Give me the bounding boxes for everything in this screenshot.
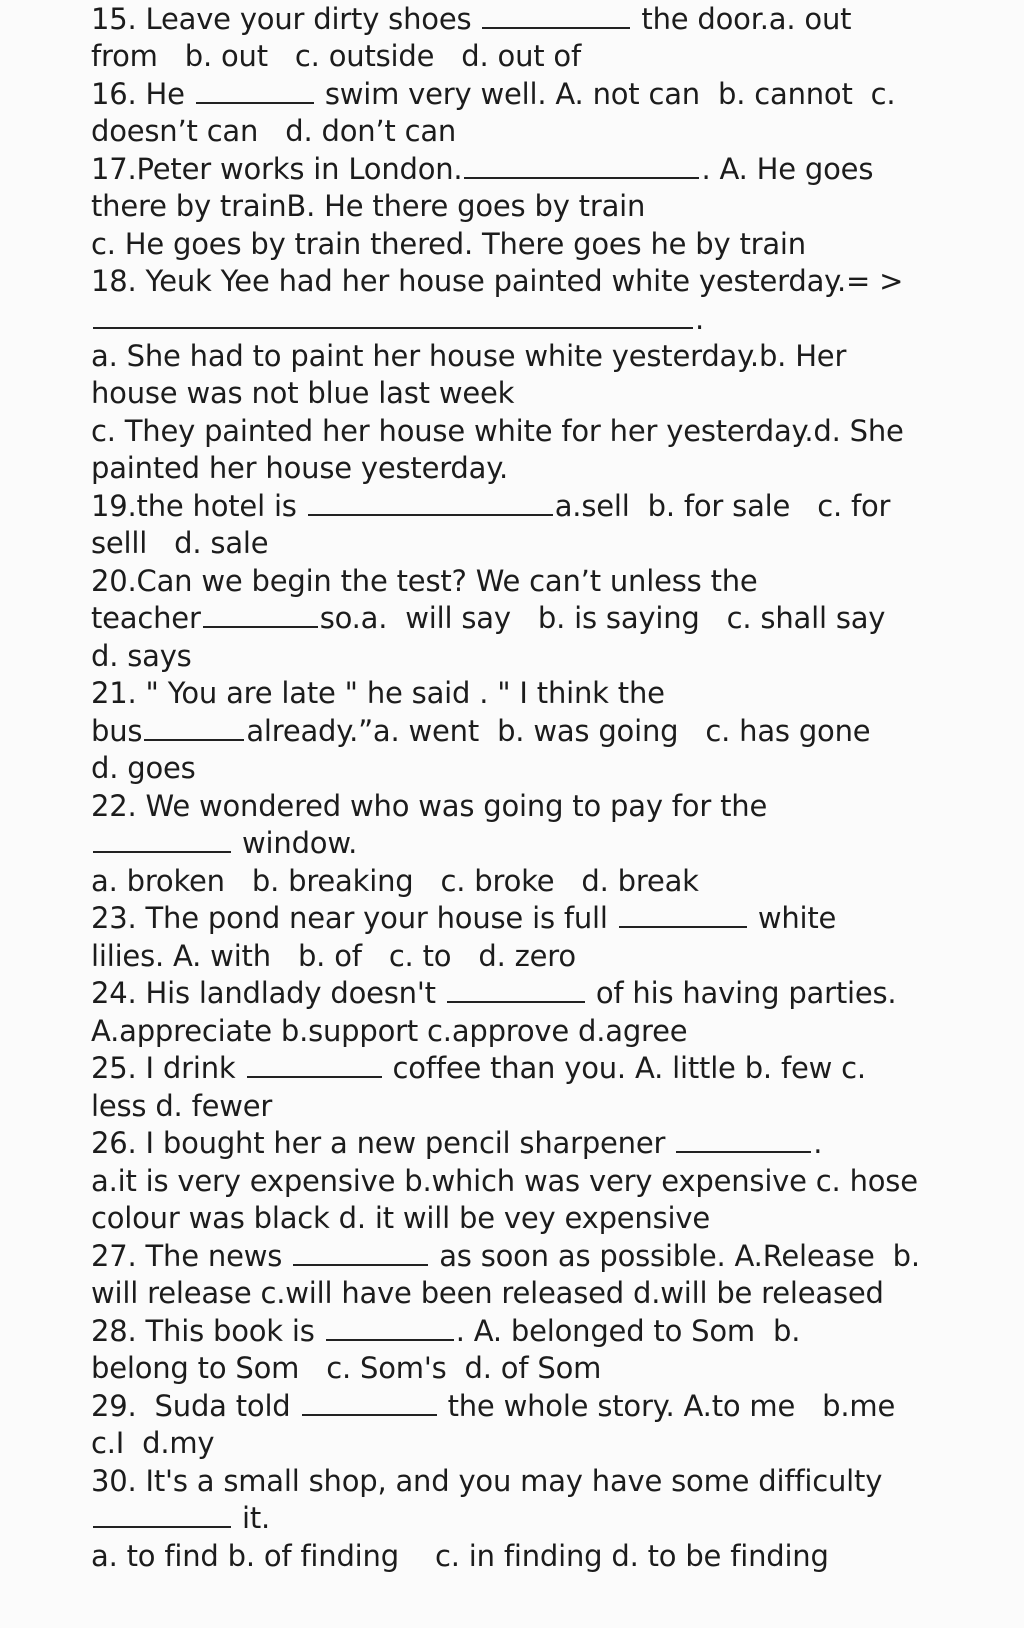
line-text: A.appreciate b.support c.approve d.agree bbox=[91, 1014, 688, 1048]
line-text: white bbox=[748, 901, 837, 935]
text-line bbox=[91, 1274, 884, 1312]
line-text: colour was black d. it will be vey expensive bbox=[91, 1201, 710, 1235]
line-text: less d. fewer bbox=[91, 1089, 273, 1123]
line-text: 23. The pond near your house is full bbox=[91, 901, 617, 935]
line-text: 16. He bbox=[91, 77, 194, 111]
text-line bbox=[91, 1049, 866, 1087]
answer-blank bbox=[144, 717, 244, 741]
answer-blank bbox=[447, 979, 585, 1003]
answer-blank bbox=[93, 1504, 231, 1528]
text-line bbox=[91, 487, 890, 525]
answer-blank bbox=[93, 305, 693, 329]
line-text: selll d. sale bbox=[91, 526, 269, 560]
answer-blank bbox=[326, 1317, 454, 1341]
text-line bbox=[91, 1312, 800, 1350]
line-text: 24. His landlady doesn't bbox=[91, 976, 445, 1010]
line-text: a.sell b. for sale c. for bbox=[554, 489, 891, 523]
text-line bbox=[91, 712, 870, 750]
text-line bbox=[91, 937, 576, 975]
line-text: 26. I bought her a new pencil sharpener bbox=[91, 1126, 675, 1160]
answer-blank bbox=[247, 1054, 382, 1078]
answer-blank bbox=[464, 155, 699, 179]
answer-blank bbox=[482, 5, 630, 29]
text-line bbox=[91, 0, 851, 38]
line-text: of his having parties. bbox=[586, 976, 897, 1010]
line-text: the door.a. out bbox=[632, 2, 852, 36]
line-text: teacher bbox=[91, 601, 201, 635]
text-line bbox=[91, 1499, 270, 1537]
text-line bbox=[91, 562, 758, 600]
line-text: 18. Yeuk Yee had her house painted white yesterday.= > bbox=[91, 264, 904, 298]
line-text: c. He goes by train thered. There goes he by train bbox=[91, 227, 806, 261]
text-line bbox=[91, 899, 836, 937]
line-text: a. to find b. of finding c. in finding d. to be finding bbox=[91, 1539, 829, 1573]
line-text: window. bbox=[233, 826, 358, 860]
line-text: the whole story. A.to me b.me bbox=[438, 1389, 896, 1423]
text-line bbox=[91, 1387, 895, 1425]
text-line bbox=[91, 337, 846, 375]
answer-blank bbox=[302, 1392, 437, 1416]
answer-blank bbox=[93, 829, 231, 853]
text-line bbox=[91, 262, 903, 300]
answer-blank bbox=[676, 1129, 811, 1153]
line-text: 17.Peter works in London. bbox=[91, 152, 463, 186]
text-line bbox=[91, 749, 196, 787]
text-line bbox=[91, 412, 904, 450]
line-text: . bbox=[813, 1126, 823, 1160]
line-text: 20.Can we begin the test? We can’t unless the bbox=[91, 564, 758, 598]
line-text: will release c.will have been released d.will be released bbox=[91, 1276, 884, 1310]
line-text: . A. He goes bbox=[701, 152, 874, 186]
text-line bbox=[91, 787, 767, 825]
line-text: . A. belonged to Som b. bbox=[455, 1314, 801, 1348]
line-text: from b. out c. outside d. out of bbox=[91, 39, 581, 73]
text-line bbox=[91, 1162, 918, 1200]
text-line bbox=[91, 862, 699, 900]
text-line bbox=[91, 75, 895, 113]
text-line bbox=[91, 674, 665, 712]
line-text: doesn’t can d. don’t can bbox=[91, 114, 457, 148]
line-text: . bbox=[695, 302, 705, 336]
line-text: 30. It's a small shop, and you may have some difficulty bbox=[91, 1464, 883, 1498]
line-text: belong to Som c. Som's d. of Som bbox=[91, 1351, 602, 1385]
line-text: 25. I drink bbox=[91, 1051, 245, 1085]
text-line bbox=[91, 524, 268, 562]
line-text: 28. This book is bbox=[91, 1314, 324, 1348]
line-text: 27. The news bbox=[91, 1239, 292, 1273]
text-line bbox=[91, 37, 581, 75]
text-line bbox=[91, 1124, 822, 1162]
line-text: there by trainB. He there goes by train bbox=[91, 189, 646, 223]
line-text: it. bbox=[233, 1501, 271, 1535]
text-line bbox=[91, 1462, 882, 1500]
line-text: a.it is very expensive b.which was very expensive c. hose bbox=[91, 1164, 918, 1198]
text-line bbox=[91, 599, 885, 637]
line-text: bus bbox=[91, 714, 143, 748]
answer-blank bbox=[293, 1242, 428, 1266]
line-text: d. goes bbox=[91, 751, 196, 785]
text-line bbox=[91, 974, 896, 1012]
line-text: 21. " You are late " he said . " I think the bbox=[91, 676, 665, 710]
line-text: lilies. A. with b. of c. to d. zero bbox=[91, 939, 576, 973]
text-line bbox=[91, 187, 645, 225]
answer-blank bbox=[196, 80, 314, 104]
text-line bbox=[91, 225, 806, 263]
line-text: c.I d.my bbox=[91, 1426, 215, 1460]
text-line bbox=[91, 112, 456, 150]
text-line bbox=[91, 637, 192, 675]
line-text: so.a. will say b. is saying c. shall say bbox=[319, 601, 886, 635]
text-line bbox=[91, 1087, 272, 1125]
line-text: a. She had to paint her house white yesterday.b. Her bbox=[91, 339, 847, 373]
line-text: house was not blue last week bbox=[91, 376, 515, 410]
line-text: 29. Suda told bbox=[91, 1389, 300, 1423]
line-text: 19.the hotel is bbox=[91, 489, 306, 523]
line-text: coffee than you. A. little b. few c. bbox=[383, 1051, 866, 1085]
line-text: c. They painted her house white for her yesterday.d. She bbox=[91, 414, 904, 448]
text-line bbox=[91, 824, 357, 862]
text-line bbox=[91, 449, 508, 487]
answer-blank bbox=[619, 904, 747, 928]
text-line bbox=[91, 1537, 829, 1575]
line-text: painted her house yesterday. bbox=[91, 451, 509, 485]
answer-blank bbox=[308, 492, 553, 516]
text-line bbox=[91, 1012, 687, 1050]
text-line bbox=[91, 1199, 710, 1237]
text-line bbox=[91, 1424, 214, 1462]
line-text: 22. We wondered who was going to pay for the bbox=[91, 789, 768, 823]
text-line bbox=[91, 374, 514, 412]
line-text: a. broken b. breaking c. broke d. break bbox=[91, 864, 699, 898]
text-line bbox=[91, 150, 873, 188]
text-line bbox=[91, 1349, 601, 1387]
line-text: as soon as possible. A.Release b. bbox=[430, 1239, 920, 1273]
text-line bbox=[91, 1237, 920, 1275]
line-text: swim very well. A. not can b. cannot c. bbox=[315, 77, 896, 111]
line-text: d. says bbox=[91, 639, 192, 673]
text-line bbox=[91, 300, 704, 338]
answer-blank bbox=[203, 604, 318, 628]
line-text: already.”a. went b. was going c. has gone bbox=[246, 714, 871, 748]
line-text: 15. Leave your dirty shoes bbox=[91, 2, 481, 36]
